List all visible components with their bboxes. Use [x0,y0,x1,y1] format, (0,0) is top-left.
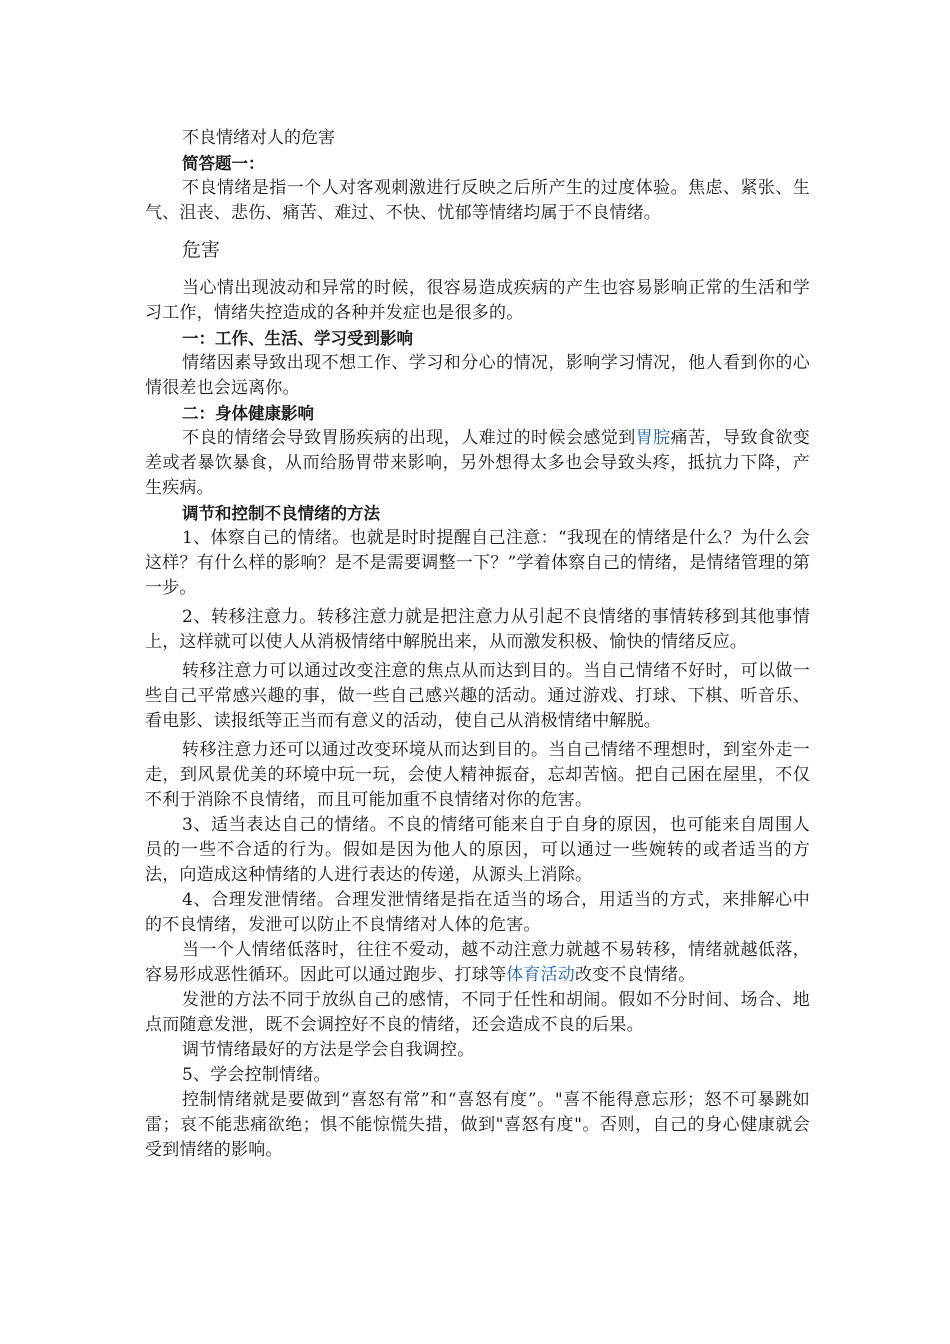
method-5-paragraph: 5、学会控制情绪。 [182,1065,331,1085]
method-3-paragraph: 3、适当表达自己的情绪。不良的情绪可能来自于自身的原因，也可能来自周围人员的一些不合适的行为。假如是因为他人的原因，可以通过一些婉转的或者适当的方法，向造成这种情绪的人进行表达的传递，从源头上消除。 [145,815,810,885]
document-body [145,126,810,1163]
method-2b-paragraph: 转移注意力还可以通过改变环境从而达到目的。当自己情绪不理想时，到室外走一走，到风景优美的环境中玩一玩，会使人精神振奋，忘却苦恼。把自己困在屋里，不仅不利于消除不良情绪，而且可能加重不良情绪对你的危害。 [145,740,810,810]
heading-physical-health: 二：身体健康影响 [182,404,314,423]
harm-intro-paragraph: 当心情出现波动和异常的时候，很容易造成疾病的产生也容易影响正常的生活和学习工作，情绪失控造成的各种并发症也是很多的。 [145,278,810,323]
definition-paragraph: 不良情绪是指一个人对客观刺激进行反映之后所产生的过度体验。焦虑、紧张、生气、沮丧、悲伤、痛苦、难过、不快、忧郁等情绪均属于不良情绪。 [145,178,810,223]
physical-health-paragraph [145,426,810,501]
stomach-link[interactable]: 胃脘 [635,428,671,448]
text-span: 不良的情绪会导致胃肠疾病的出现，人难过的时候会感觉到 [182,428,636,448]
text-span: 改变不良情绪。 [575,965,696,985]
heading-methods: 调节和控制不良情绪的方法 [182,504,380,523]
method-2a-paragraph: 转移注意力可以通过改变注意的焦点从而达到目的。当自己情绪不好时，可以做一些自己平常感兴趣的事，做一些自己感兴趣的活动。通过游戏、打球、下棋、听音乐、看电影、读报纸等正当而有意义的活动，使自己从消极情绪中解脱。 [145,661,810,731]
heading-work-life-study: 一：工作、生活、学习受到影响 [182,329,413,348]
method-4c-paragraph: 调节情绪最好的方法是学会自我调控。 [182,1040,475,1060]
work-life-paragraph: 情绪因素导致出现不想工作、学习和分心的情况，影响学习情况，他人看到你的心情很差也会远离你。 [145,353,810,398]
method-4a-paragraph [145,938,810,988]
section-heading-short-answer: 简答题一： [182,154,265,173]
method-2-paragraph: 2、转移注意力。转移注意力就是把注意力从引起不良情绪的事情转移到其他事情上，这样就可以使人从消极情绪中解脱出来，从而激发积极、愉快的情绪反应。 [145,607,810,652]
section-heading-harm: 危害 [182,239,221,261]
method-4-paragraph: 4、合理发泄情绪。合理发泄情绪是指在适当的场合，用适当的方式，来排解心中的不良情绪，发泄可以防止不良情绪对人体的危害。 [145,890,810,935]
method-5a-paragraph: 控制情绪就是要做到“喜怒有常”和“喜怒有度”。"喜不能得意忘形；怒不可暴跳如雷；哀不能悲痛欲绝；惧不能惊慌失措，做到"喜怒有度"。否则，自己的身心健康就会受到情绪的影响。 [145,1090,810,1160]
sports-activity-link[interactable]: 体育活动 [506,965,576,985]
method-1-paragraph: 1、体察自己的情绪。也就是时时提醒自己注意：“我现在的情绪是什么？为什么会这样？有什么样的影响？是不是需要调整一下？”学着体察自己的情绪，是情绪管理的第一步。 [145,528,810,598]
text-span: 痛苦，导致食欲变差或者暴饮暴食，从而给肠胃带来影响，另外想得太多也会导致头疼，抵抗力下降，产生疾病。 [145,428,810,498]
method-4b-paragraph: 发泄的方法不同于放纵自己的感情，不同于任性和胡闹。假如不分时间、场合、地点而随意发泄，既不会调控好不良的情绪，还会造成不良的后果。 [145,990,810,1035]
text-span: 当一个人情绪低落时，往往不爱动，越不动注意力就越不易转移，情绪就越低落，容易形成恶性循环。因此可以通过跑步、打球等 [145,940,810,985]
document-title: 不良情绪对人的危害 [182,128,335,148]
